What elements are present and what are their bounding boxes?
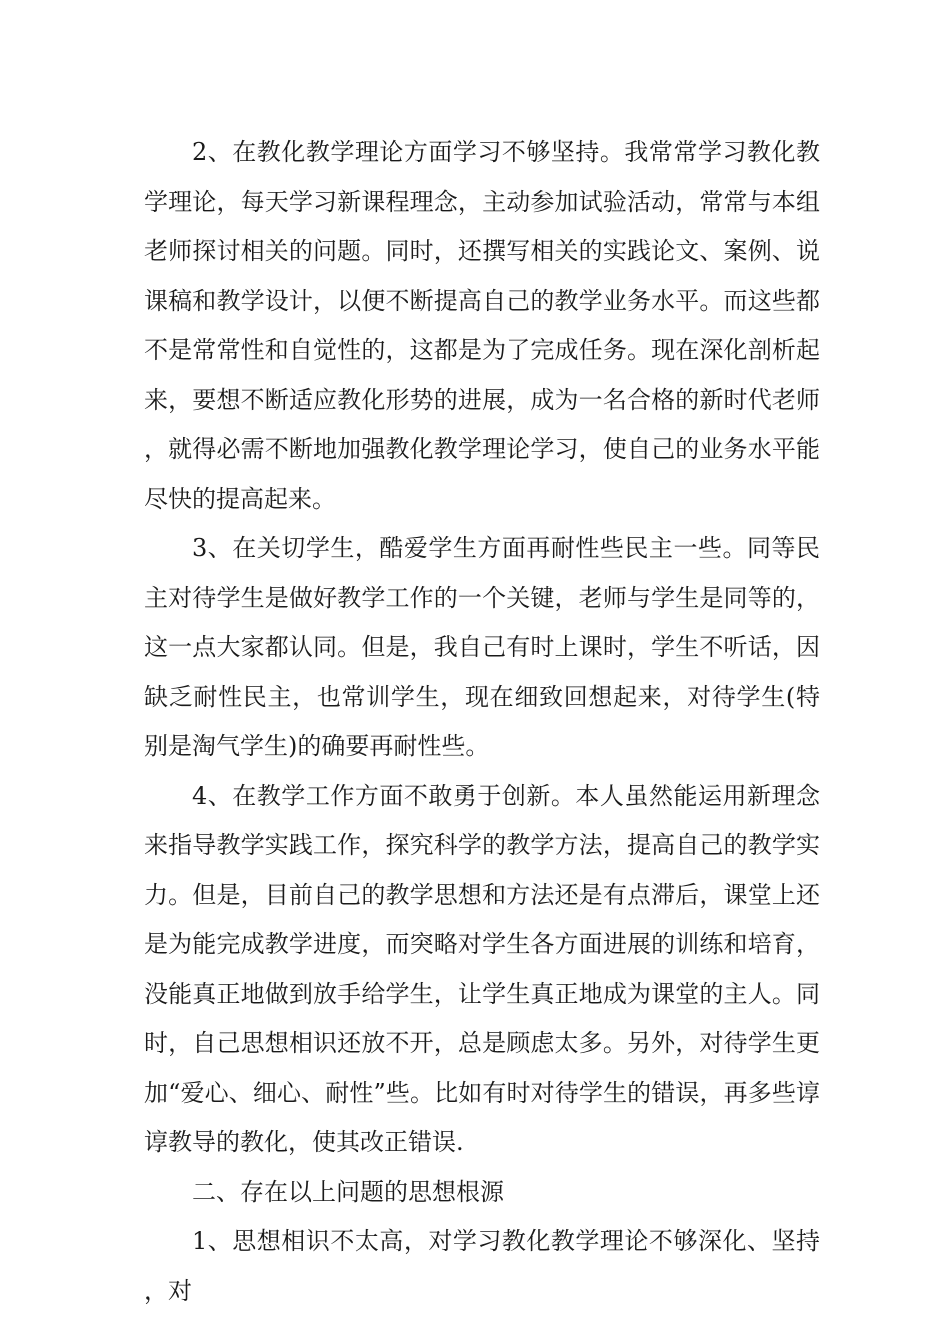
paragraph-root-1: 1、思想相识不太高，对学习教化教学理论不够深化、坚持，对 <box>144 1227 820 1305</box>
document-body <box>144 128 820 1316</box>
paragraph-item-4: 4、在教学工作方面不敢勇于创新。本人虽然能运用新理念来指导教学实践工作，探究科学的教学方法，提高自己的教学实力。但是，目前自己的教学思想和方法还是有点滞后，课堂上还是为能完成教学进度，而突略对学生各方面进展的训练和培育，没能真正地做到放手给学生，让学生真正地成为课堂的主人。同时，自己思想相识还放不开，总是顾虑太多。另外，对待学生更加“爱心、细心、耐性”些。比如有时对待学生的错误，再多些谆谆教导的教化，使其改正错误. <box>144 781 820 1156</box>
paragraph-item-2: 2、在教化教学理论方面学习不够坚持。我常常学习教化教学理论，每天学习新课程理念，主动参加试验活动，常常与本组老师探讨相关的问题。同时，还撰写相关的实践论文、案例、说课稿和教学设计，以便不断提高自己的教学业务水平。而这些都不是常常性和自觉性的，这都是为了完成任务。现在深化剖析起来，要想不断适应教化形势的进展，成为一名合格的新时代老师，就得必需不断地加强教化教学理论学习，使自己的业务水平能尽快的提高起来。 <box>144 138 820 513</box>
paragraph-item-3: 3、在关切学生，酷爱学生方面再耐性些民主一些。同等民主对待学生是做好教学工作的一个关键，老师与学生是同等的，这一点大家都认同。但是，我自己有时上课时，学生不听话，因缺乏耐性民主，也常训学生，现在细致回想起来，对待学生(特别是淘气学生)的确要再耐性些。 <box>144 534 820 760</box>
section-heading-2: 二、存在以上问题的思想根源 <box>192 1177 504 1206</box>
